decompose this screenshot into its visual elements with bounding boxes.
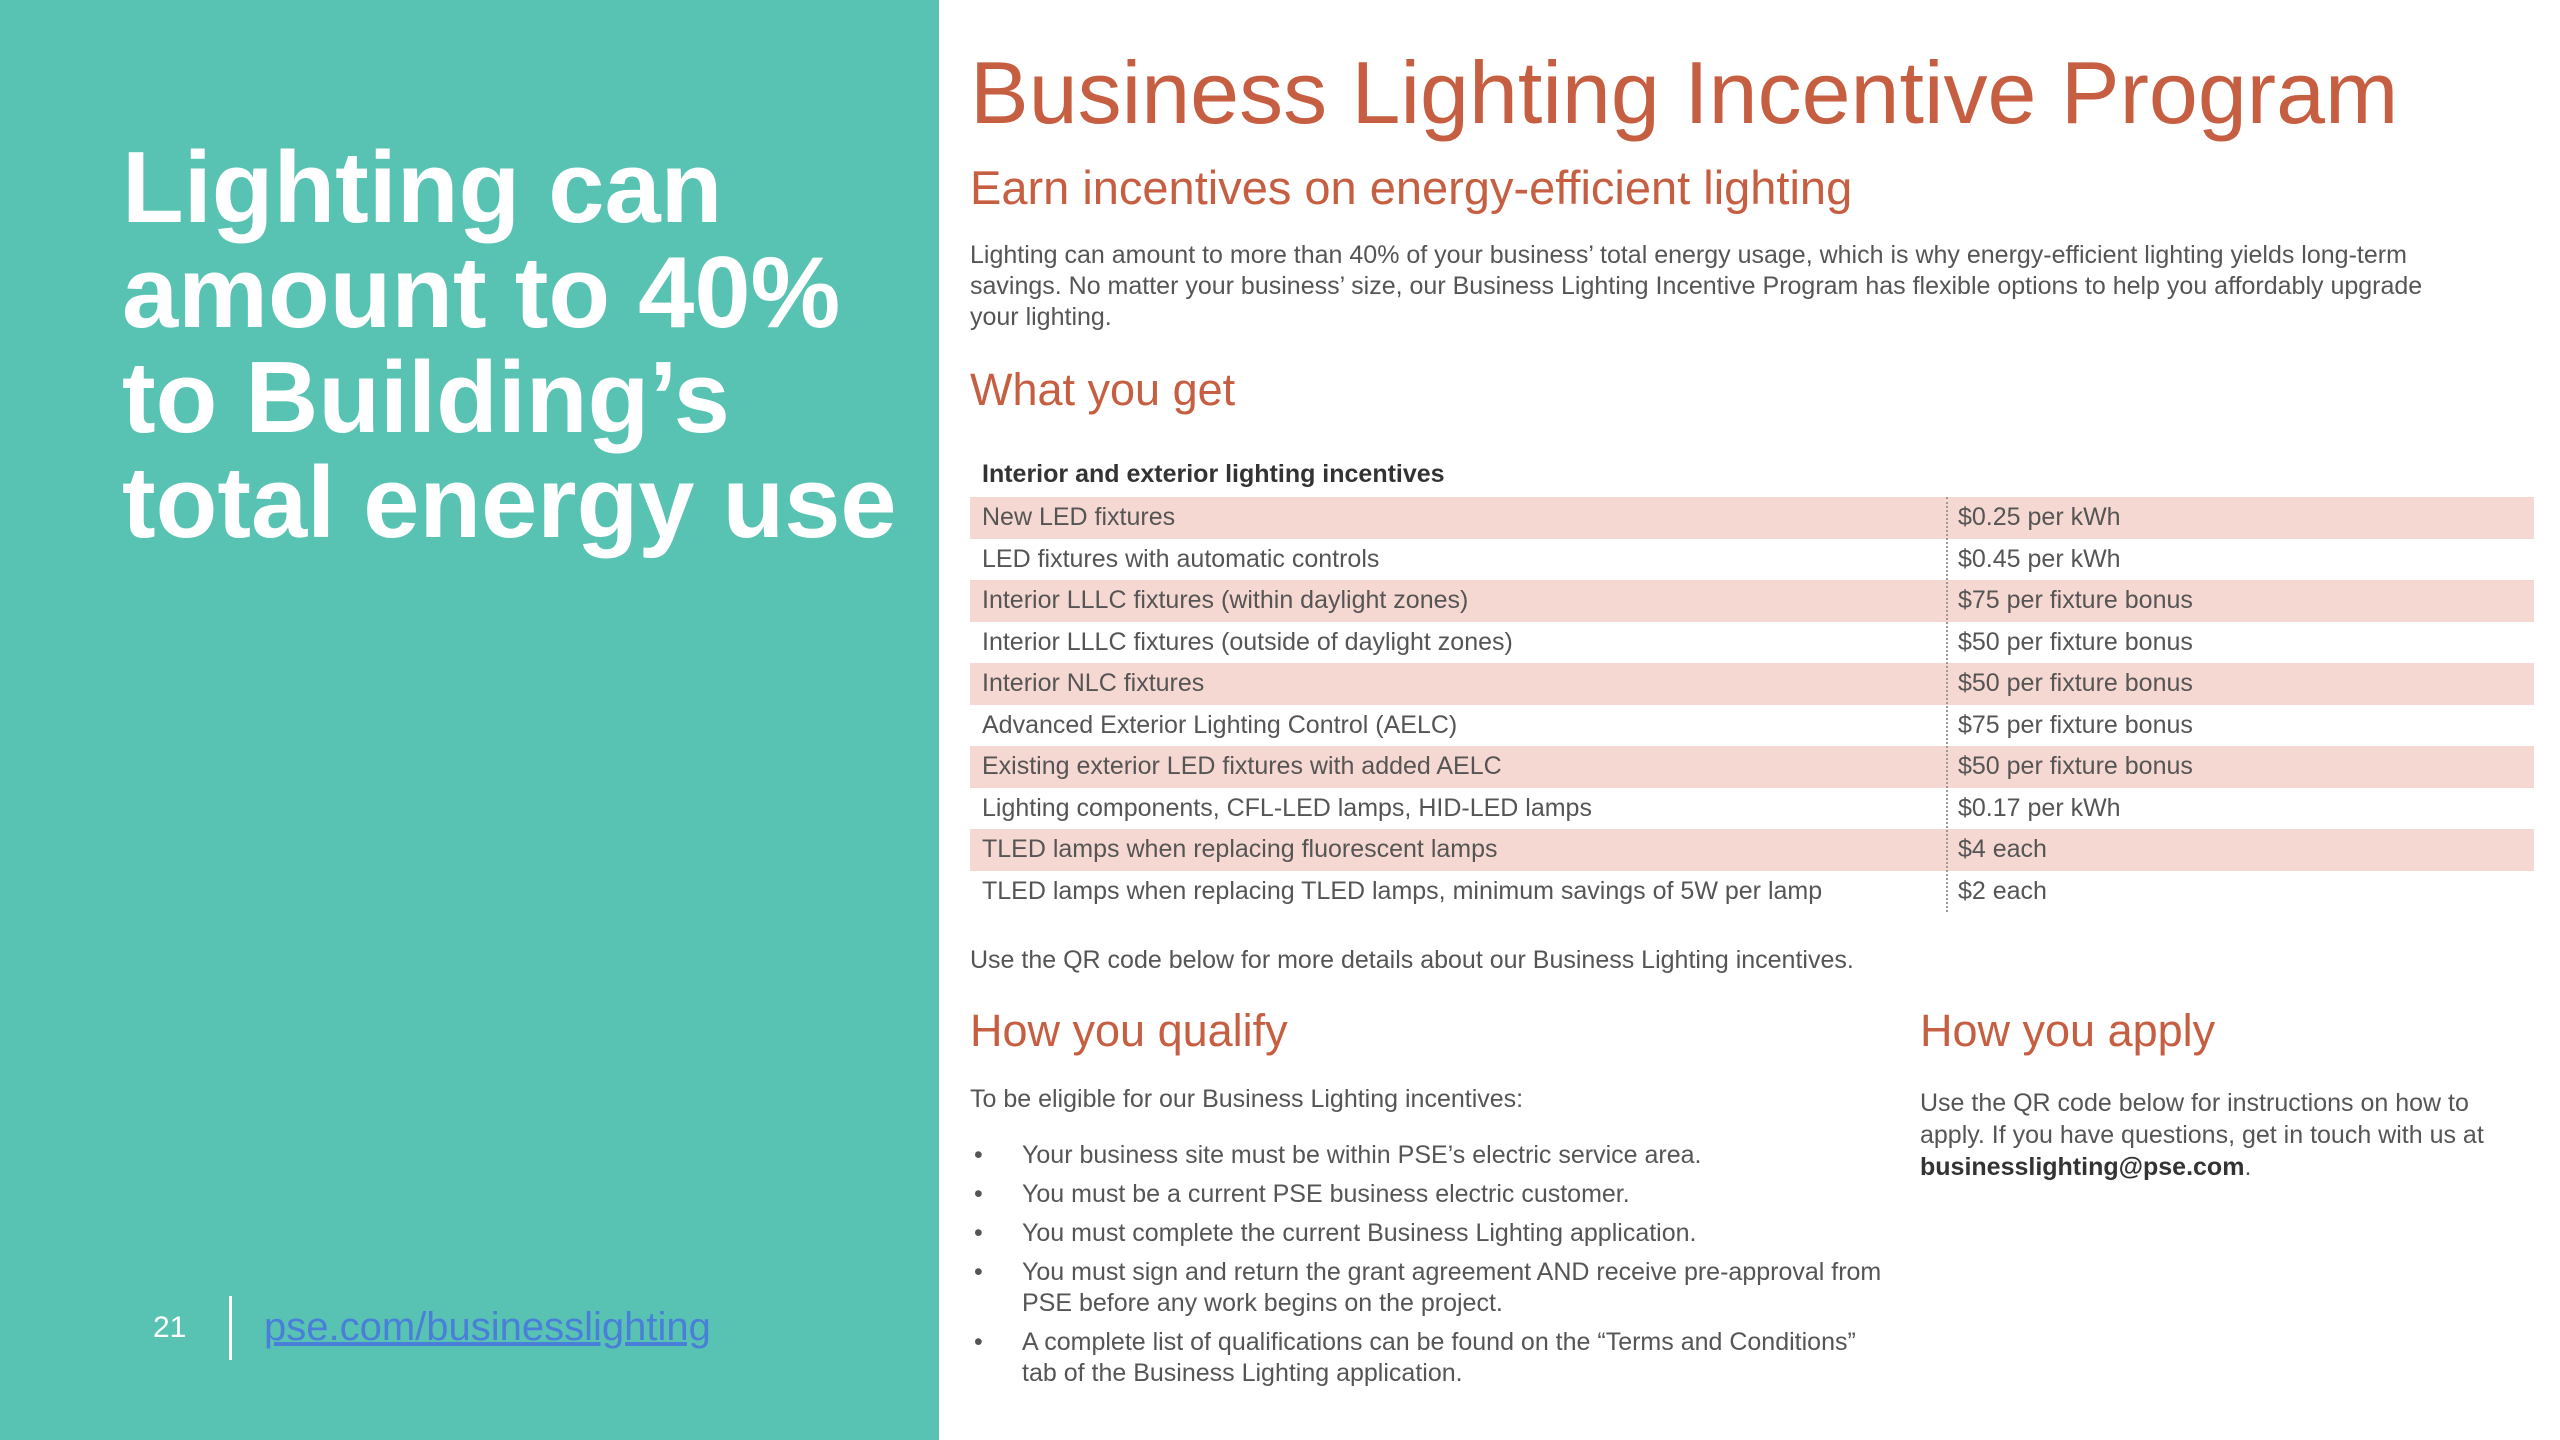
page-number: 21 [153, 1311, 187, 1344]
table-row [970, 663, 2534, 705]
qualify-list [970, 1140, 1890, 1397]
table-row [970, 622, 2534, 664]
qr-note: Use the QR code below for more details about our Business Lighting incentives. [970, 946, 1854, 974]
apply-text: Use the QR code below for instructions on how to apply. If you have questions, get in touch with us at [1920, 1089, 2484, 1149]
qualify-item-text: Your business site must be within PSE’s electric service area. [1022, 1141, 1702, 1169]
footer-divider [229, 1296, 232, 1360]
incentive-amount: $0.25 per kWh [1958, 503, 2121, 532]
column-divider [1946, 497, 1948, 912]
headline-line: total energy use [122, 447, 897, 559]
incentive-amount: $0.45 per kWh [1958, 544, 2121, 573]
headline-line: to Building’s [122, 342, 730, 454]
incentive-table [970, 497, 2534, 912]
left-panel [0, 0, 939, 1440]
qualify-item-text: You must sign and return the grant agreement AND receive pre-approval from PSE before any work begins on the project. [1022, 1258, 1882, 1317]
table-row [970, 539, 2534, 581]
incentive-amount: $0.17 per kWh [1958, 793, 2121, 822]
list-item [970, 1218, 1890, 1249]
page-title: Business Lighting Incentive Program [970, 43, 2399, 142]
incentive-amount: $75 per fixture bonus [1958, 710, 2193, 739]
apply-end: . [2244, 1153, 2252, 1181]
incentive-amount: $2 each [1958, 876, 2047, 905]
qualify-item-text: A complete list of qualifications can be found on the “Terms and Conditions” tab of the Business Lighting application. [1022, 1328, 1856, 1387]
incentive-amount: $75 per fixture bonus [1958, 586, 2193, 615]
page-subtitle: Earn incentives on energy-efficient lighting [970, 161, 1853, 214]
list-item [970, 1327, 1890, 1389]
bullet-icon: • [974, 1180, 983, 1208]
intro-paragraph: Lighting can amount to more than 40% of your business’ total energy usage, which is why energy-efficient lighting yields long-term savings. No matter your business’ size, our Business Lighting Incentive Program has flexible options to help you affordably upgrade your lighting. [970, 241, 2423, 331]
list-item [970, 1179, 1890, 1210]
qualify-item-text: You must be a current PSE business electric customer. [1022, 1180, 1630, 1208]
table-row [970, 580, 2534, 622]
bullet-icon: • [974, 1328, 983, 1356]
headline-line: Lighting can [122, 132, 723, 244]
incentive-item: Interior LLLC fixtures (within daylight zones) [982, 586, 1469, 615]
incentive-item: New LED fixtures [982, 503, 1176, 532]
incentive-item: TLED lamps when replacing fluorescent lamps [982, 835, 1498, 864]
list-item [970, 1257, 1890, 1319]
document-area [970, 0, 2540, 1440]
incentive-amount: $50 per fixture bonus [1958, 627, 2193, 656]
incentive-item: Lighting components, CFL-LED lamps, HID-LED lamps [982, 793, 1592, 822]
what-you-get-heading: What you get [970, 364, 1236, 415]
apply-email: businesslighting@pse.com [1920, 1153, 2245, 1181]
incentive-amount: $50 per fixture bonus [1958, 669, 2193, 698]
table-row [970, 871, 2534, 913]
qualify-item-text: You must complete the current Business Lighting application. [1022, 1219, 1697, 1247]
incentive-amount: $50 per fixture bonus [1958, 752, 2193, 781]
incentive-item: LED fixtures with automatic controls [982, 544, 1380, 573]
table-row [970, 829, 2534, 871]
bullet-icon: • [974, 1258, 983, 1286]
bullet-icon: • [974, 1141, 983, 1169]
headline-line: amount to 40% [122, 237, 841, 349]
bullet-icon: • [974, 1219, 983, 1247]
incentive-amount: $4 each [1958, 835, 2047, 864]
incentive-item: Interior LLLC fixtures (outside of daylight zones) [982, 627, 1513, 656]
table-row [970, 497, 2534, 539]
list-item [970, 1140, 1890, 1171]
incentive-item: Interior NLC fixtures [982, 669, 1205, 698]
incentive-item: TLED lamps when replacing TLED lamps, minimum savings of 5W per lamp [982, 876, 1823, 905]
table-caption: Interior and exterior lighting incentives [982, 460, 1445, 488]
business-lighting-link[interactable]: pse.com/businesslighting [264, 1305, 711, 1349]
apply-paragraph [1920, 1087, 2520, 1183]
how-you-qualify-heading: How you qualify [970, 1005, 1288, 1056]
incentive-item: Advanced Exterior Lighting Control (AELC) [982, 710, 1458, 739]
table-row [970, 705, 2534, 747]
table-row [970, 788, 2534, 830]
incentive-item: Existing exterior LED fixtures with added AELC [982, 752, 1502, 781]
qualify-intro: To be eligible for our Business Lighting incentives: [970, 1085, 1524, 1113]
table-row [970, 746, 2534, 788]
headline [122, 132, 922, 559]
how-you-apply-heading: How you apply [1920, 1005, 2216, 1056]
